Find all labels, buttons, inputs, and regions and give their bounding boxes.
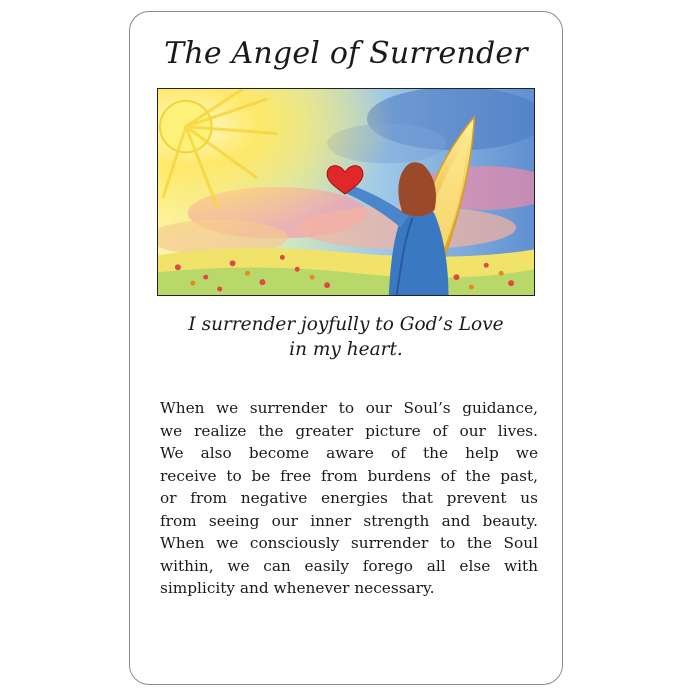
description-line: When we surrender to our Soul’s guidance, — [160, 399, 538, 417]
affirmation-line: I surrender joyfully to God’s Love — [188, 314, 504, 335]
description-line: or from negative energies that prevent us — [160, 489, 538, 507]
description-line: we realize the greater picture of our lives. — [160, 421, 538, 440]
description-line: from seeing our inner strength and beauty. — [160, 511, 538, 530]
description-line: When we consciously surrender to the Soul — [160, 534, 538, 552]
card-title: The Angel of Surrender — [164, 36, 528, 71]
description-line: within, we can easily forego all else with — [160, 556, 538, 575]
angel-illustration — [157, 88, 535, 296]
description-line: receive to be free from burdens of the past, — [160, 466, 538, 485]
angel-painting-image — [158, 89, 534, 295]
description-line: We also become aware of the help we — [160, 444, 538, 462]
card-description — [160, 397, 538, 600]
affirmation — [130, 312, 562, 362]
affirmation-line: in my heart. — [289, 339, 403, 360]
description-line: simplicity and whenever necessary. — [160, 579, 435, 597]
oracle-card — [129, 11, 563, 685]
